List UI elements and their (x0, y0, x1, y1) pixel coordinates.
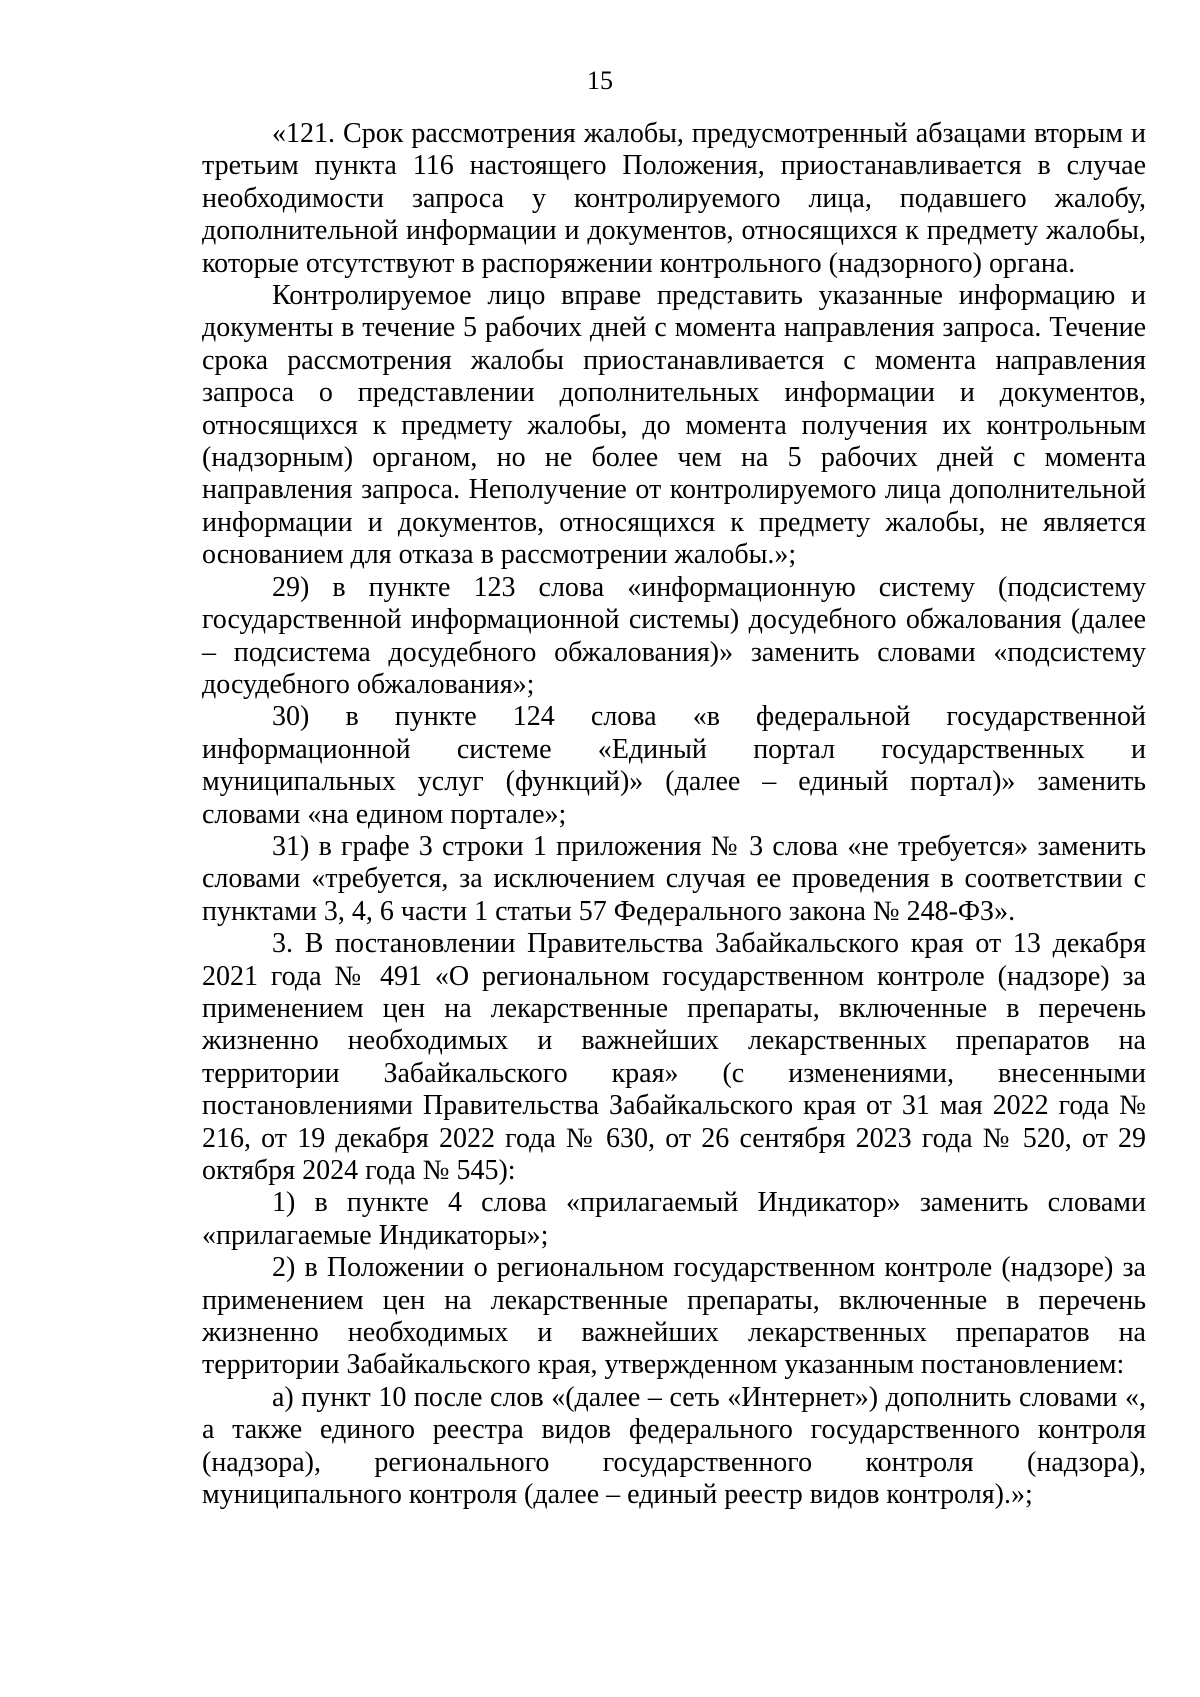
document-body (202, 118, 1146, 1511)
page-number: 15 (587, 66, 613, 95)
paragraph-item-30: 30) в пункте 124 слова «в федеральной государственной информационной системе «Единый портал государственных и муниципальных услуг (функций)» (далее – единый портал)» заменить словами «на едином портале»; (202, 701, 1146, 830)
paragraph-section-3: 3. В постановлении Правительства Забайкальского края от 13 декабря 2021 года № 491 «О региональном государственном контроле (надзоре) за применением цен на лекарственные препараты, включенные в перечень жизненно необходимых и важнейших лекарственных препаратов на территории Забайкальского края» (с изменениями, внесенными постановлениями Правительства Забайкальского края от 31 мая 2022 года № 216, от 19 декабря 2022 года № 630, от 26 сентября 2023 года № 520, от 29 октября 2024 года № 545): (202, 928, 1146, 1186)
paragraph-subitem-2: 2) в Положении о региональном государственном контроле (надзоре) за применением цен на лекарственные препараты, включенные в перечень жизненно необходимых и важнейших лекарственных препаратов на территории Забайкальского края, утвержденном указанным постановлением: (202, 1252, 1146, 1381)
paragraph-item-121: «121. Срок рассмотрения жалобы, предусмотренный абзацами вторым и третьим пункта 116 настоящего Положения, приостанавливается в случае необходимости запроса у контролируемого лица, подавшего жалобу, дополнительной информации и документов, относящихся к предмету жалобы, которые отсутствуют в распоряжении контрольного (надзорного) органа. (202, 118, 1146, 279)
paragraph-subitem-1: 1) в пункте 4 слова «прилагаемый Индикатор» заменить словами «прилагаемые Индикаторы»; (202, 1187, 1146, 1251)
paragraph-subitem-a: а) пункт 10 после слов «(далее – сеть «Интернет») дополнить словами «, а также единого реестра видов федерального государственного контроля (надзора), регионального государственного контроля (надзора), муниципального контроля (далее – единый реестр видов контроля).»; (202, 1381, 1146, 1511)
paragraph-controlled-person: Контролируемое лицо вправе представить указанные информацию и документы в течение 5 рабочих дней с момента направления запроса. Течение срока рассмотрения жалобы приостанавливается с момента направления запроса о представлении дополнительных информации и документов, относящихся к предмету жалобы, до момента получения их контрольным (надзорным) органом, но не более чем на 5 рабочих дней с момента направления запроса. Неполучение от контролируемого лица дополнительной информации и документов, относящихся к предмету жалобы, не является основанием для отказа в рассмотрении жалобы.»; (202, 280, 1146, 571)
paragraph-item-31: 31) в графе 3 строки 1 приложения № 3 слова «не требуется» заменить словами «требуется, за исключением случая ее проведения в соответствии с пунктами 3, 4, 6 части 1 статьи 57 Федерального закона № 248-ФЗ». (202, 830, 1146, 927)
paragraph-item-29: 29) в пункте 123 слова «информационную систему (подсистему государственной информационной системы) досудебного обжалования (далее – подсистема досудебного обжалования)» заменить словами «подсистему досудебного обжалования»; (202, 571, 1146, 700)
